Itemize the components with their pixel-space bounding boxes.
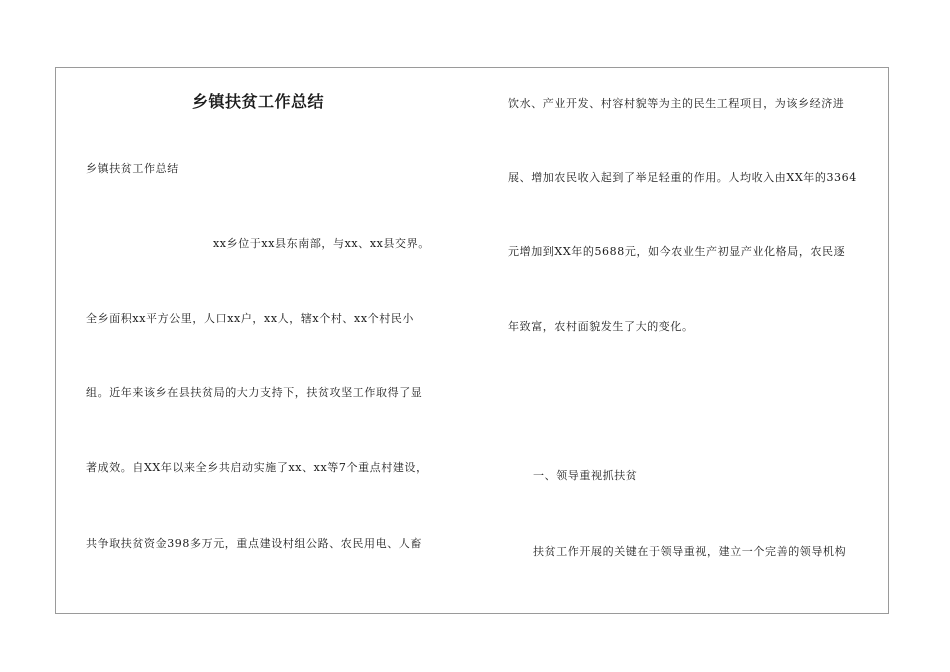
paragraph-line: 元增加到XX年的5688元，如今农业生产初显产业化格局，农民逐 [508, 245, 846, 258]
paragraph-line: 著成效。自XX年以来全乡共启动实施了xx、xx等7个重点村建设， [86, 461, 428, 474]
paragraph-line: 年致富，农村面貌发生了大的变化。 [508, 320, 694, 333]
paragraph-line: 组。近年来该乡在县扶贫局的大力支持下，扶贫攻坚工作取得了显 [86, 386, 423, 399]
paragraph-line: 扶贫工作开展的关键在于领导重视，建立一个完善的领导机构 [533, 545, 847, 558]
subtitle-line: 乡镇扶贫工作总结 [86, 162, 179, 175]
paragraph-line: 全乡面积xx平方公里，人口xx户，xx人，辖x个村、xx个村民小 [86, 312, 415, 325]
document-title: 乡镇扶贫工作总结 [192, 92, 325, 111]
paragraph-line: 共争取扶贫资金398多万元，重点建设村组公路、农民用电、人畜 [86, 537, 422, 550]
section-heading: 一、领导重视抓扶贫 [533, 469, 638, 482]
paragraph-line: 展、增加农民收入起到了举足轻重的作用。人均收入由XX年的3364 [508, 171, 857, 184]
paragraph-line: 饮水、产业开发、村容村貌等为主的民生工程项目，为该乡经济进 [508, 97, 845, 110]
paragraph-line: xx乡位于xx县东南部，与xx、xx县交界。 [213, 237, 430, 250]
page-frame [55, 67, 889, 614]
